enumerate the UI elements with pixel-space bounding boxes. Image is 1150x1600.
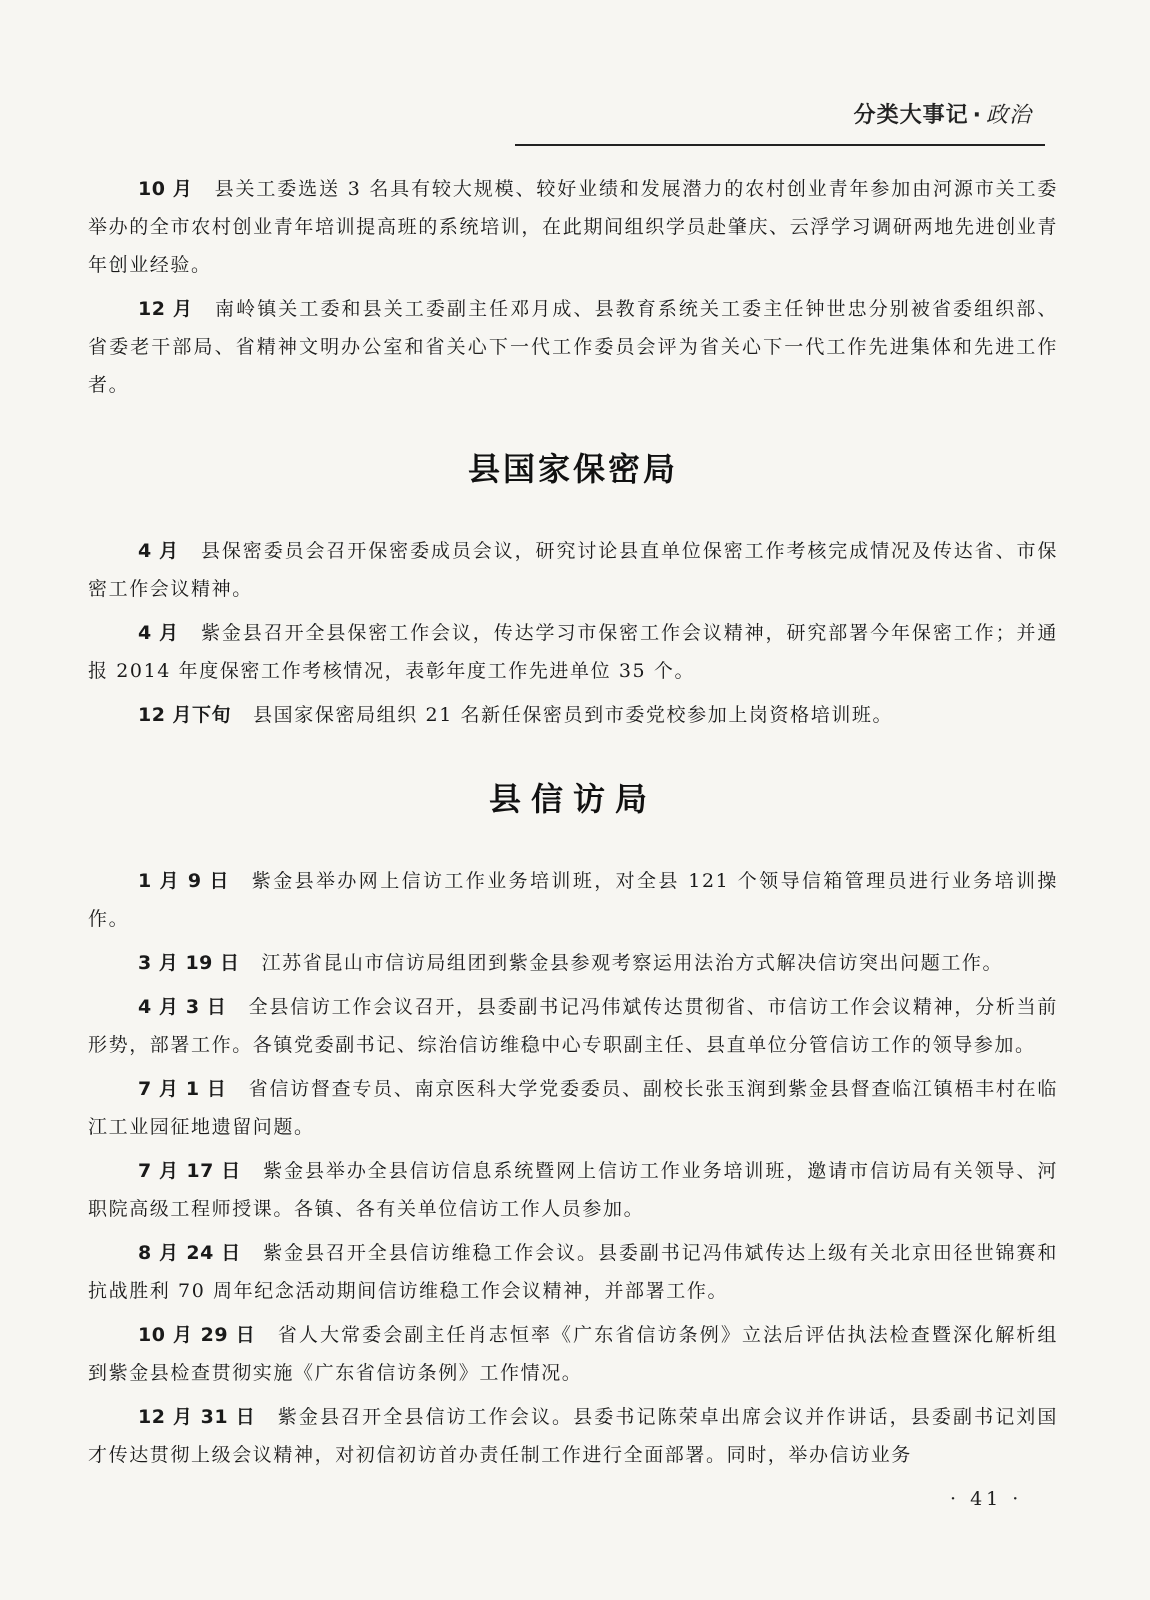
entry: [88, 1398, 1058, 1474]
entry: [88, 1234, 1058, 1310]
entry-text: 全县信访工作会议召开，县委副书记冯伟斌传达贯彻省、市信访工作会议精神，分析当前形势，部署工作。各镇党委副书记、综治信访维稳中心专职副主任、县直单位分管信访工作的领导参加。: [88, 996, 1058, 1056]
entry-text: 县保密委员会召开保密委成员会议，研究讨论县直单位保密工作考核完成情况及传达省、市保密工作会议精神。: [88, 540, 1058, 600]
entry: [88, 1316, 1058, 1392]
section-title-secrecy-bureau: 县国家保密局: [467, 450, 678, 488]
page-number: · 41 ·: [950, 1488, 1023, 1510]
entry: [88, 1152, 1058, 1228]
entry: [88, 988, 1058, 1064]
entry-text: 紫金县召开全县信访工作会议。县委书记陈荣卓出席会议并作讲话，县委副书记刘国才传达贯彻上级会议精神，对初信初访首办责任制工作进行全面部署。同时，举办信访业务: [88, 1406, 1058, 1466]
running-header: [854, 98, 1032, 129]
entry-text: 县国家保密局组织 21 名新任保密员到市委党校参加上岗资格培训班。: [253, 704, 894, 726]
entry-text: 紫金县举办全县信访信息系统暨网上信访工作业务培训班，邀请市信访局有关领导、河职院高级工程师授课。各镇、各有关单位信访工作人员参加。: [88, 1160, 1058, 1220]
entry-date: 10 月: [138, 178, 193, 200]
entry-text: 紫金县召开全县信访维稳工作会议。县委副书记冯伟斌传达上级有关北京田径世锦赛和抗战胜利 70 周年纪念活动期间信访维稳工作会议精神，并部署工作。: [88, 1242, 1058, 1302]
entry: [88, 170, 1058, 284]
header-category: 分类大事记: [853, 103, 969, 128]
entry-date: 4 月: [138, 540, 179, 562]
entry-date: 7 月 17 日: [138, 1160, 242, 1182]
entry: [88, 614, 1058, 690]
entry-text: 紫金县举办网上信访工作业务培训班，对全县 121 个领导信箱管理员进行业务培训操作。: [88, 870, 1058, 930]
entry-text: 紫金县召开全县保密工作会议，传达学习市保密工作会议精神，研究部署今年保密工作；并通报 2014 年度保密工作考核情况，表彰年度工作先进单位 35 个。: [88, 622, 1058, 682]
entry-text: 省信访督查专员、南京医科大学党委委员、副校长张玉润到紫金县督查临江镇梧丰村在临江工业园征地遗留问题。: [88, 1078, 1058, 1138]
entry: [88, 944, 1058, 982]
entry: [88, 290, 1058, 404]
section-title-petition-bureau: 县信访局: [488, 780, 657, 818]
entry-date: 12 月 31 日: [138, 1406, 256, 1428]
entry-date: 7 月 1 日: [138, 1078, 227, 1100]
entry-date: 1 月 9 日: [138, 870, 230, 892]
entry-date: 3 月 19 日: [138, 952, 240, 974]
header-separator: ·: [972, 103, 982, 128]
entry-text: 江苏省昆山市信访局组团到紫金县参观考察运用法治方式解决信访突出问题工作。: [261, 952, 1004, 974]
header-rule: [515, 144, 1045, 146]
entry-text: 省人大常委会副主任肖志恒率《广东省信访条例》立法后评估执法检查暨深化解析组到紫金县检查贯彻实施《广东省信访条例》工作情况。: [88, 1324, 1058, 1384]
entry: [88, 862, 1058, 938]
entry-date: 4 月 3 日: [138, 996, 227, 1018]
entry-text: 县关工委选送 3 名具有较大规模、较好业绩和发展潜力的农村创业青年参加由河源市关工委举办的全市农村创业青年培训提高班的系统培训，在此期间组织学员赴肇庆、云浮学习调研两地先进创业青年创业经验。: [88, 178, 1058, 276]
page-content: [88, 170, 1058, 1480]
entry-date: 4 月: [138, 622, 179, 644]
entry-date: 8 月 24 日: [138, 1242, 242, 1264]
entry: [88, 696, 1058, 734]
header-subcategory: 政治: [985, 103, 1032, 128]
entry: [88, 1070, 1058, 1146]
entry: [88, 532, 1058, 608]
entry-date: 12 月: [138, 298, 194, 320]
entry-date: 10 月 29 日: [138, 1324, 256, 1346]
entry-text: 南岭镇关工委和县关工委副主任邓月成、县教育系统关工委主任钟世忠分别被省委组织部、省委老干部局、省精神文明办公室和省关心下一代工作委员会评为省关心下一代工作先进集体和先进工作者。: [88, 298, 1058, 396]
entry-date: 12 月下旬: [138, 704, 232, 726]
